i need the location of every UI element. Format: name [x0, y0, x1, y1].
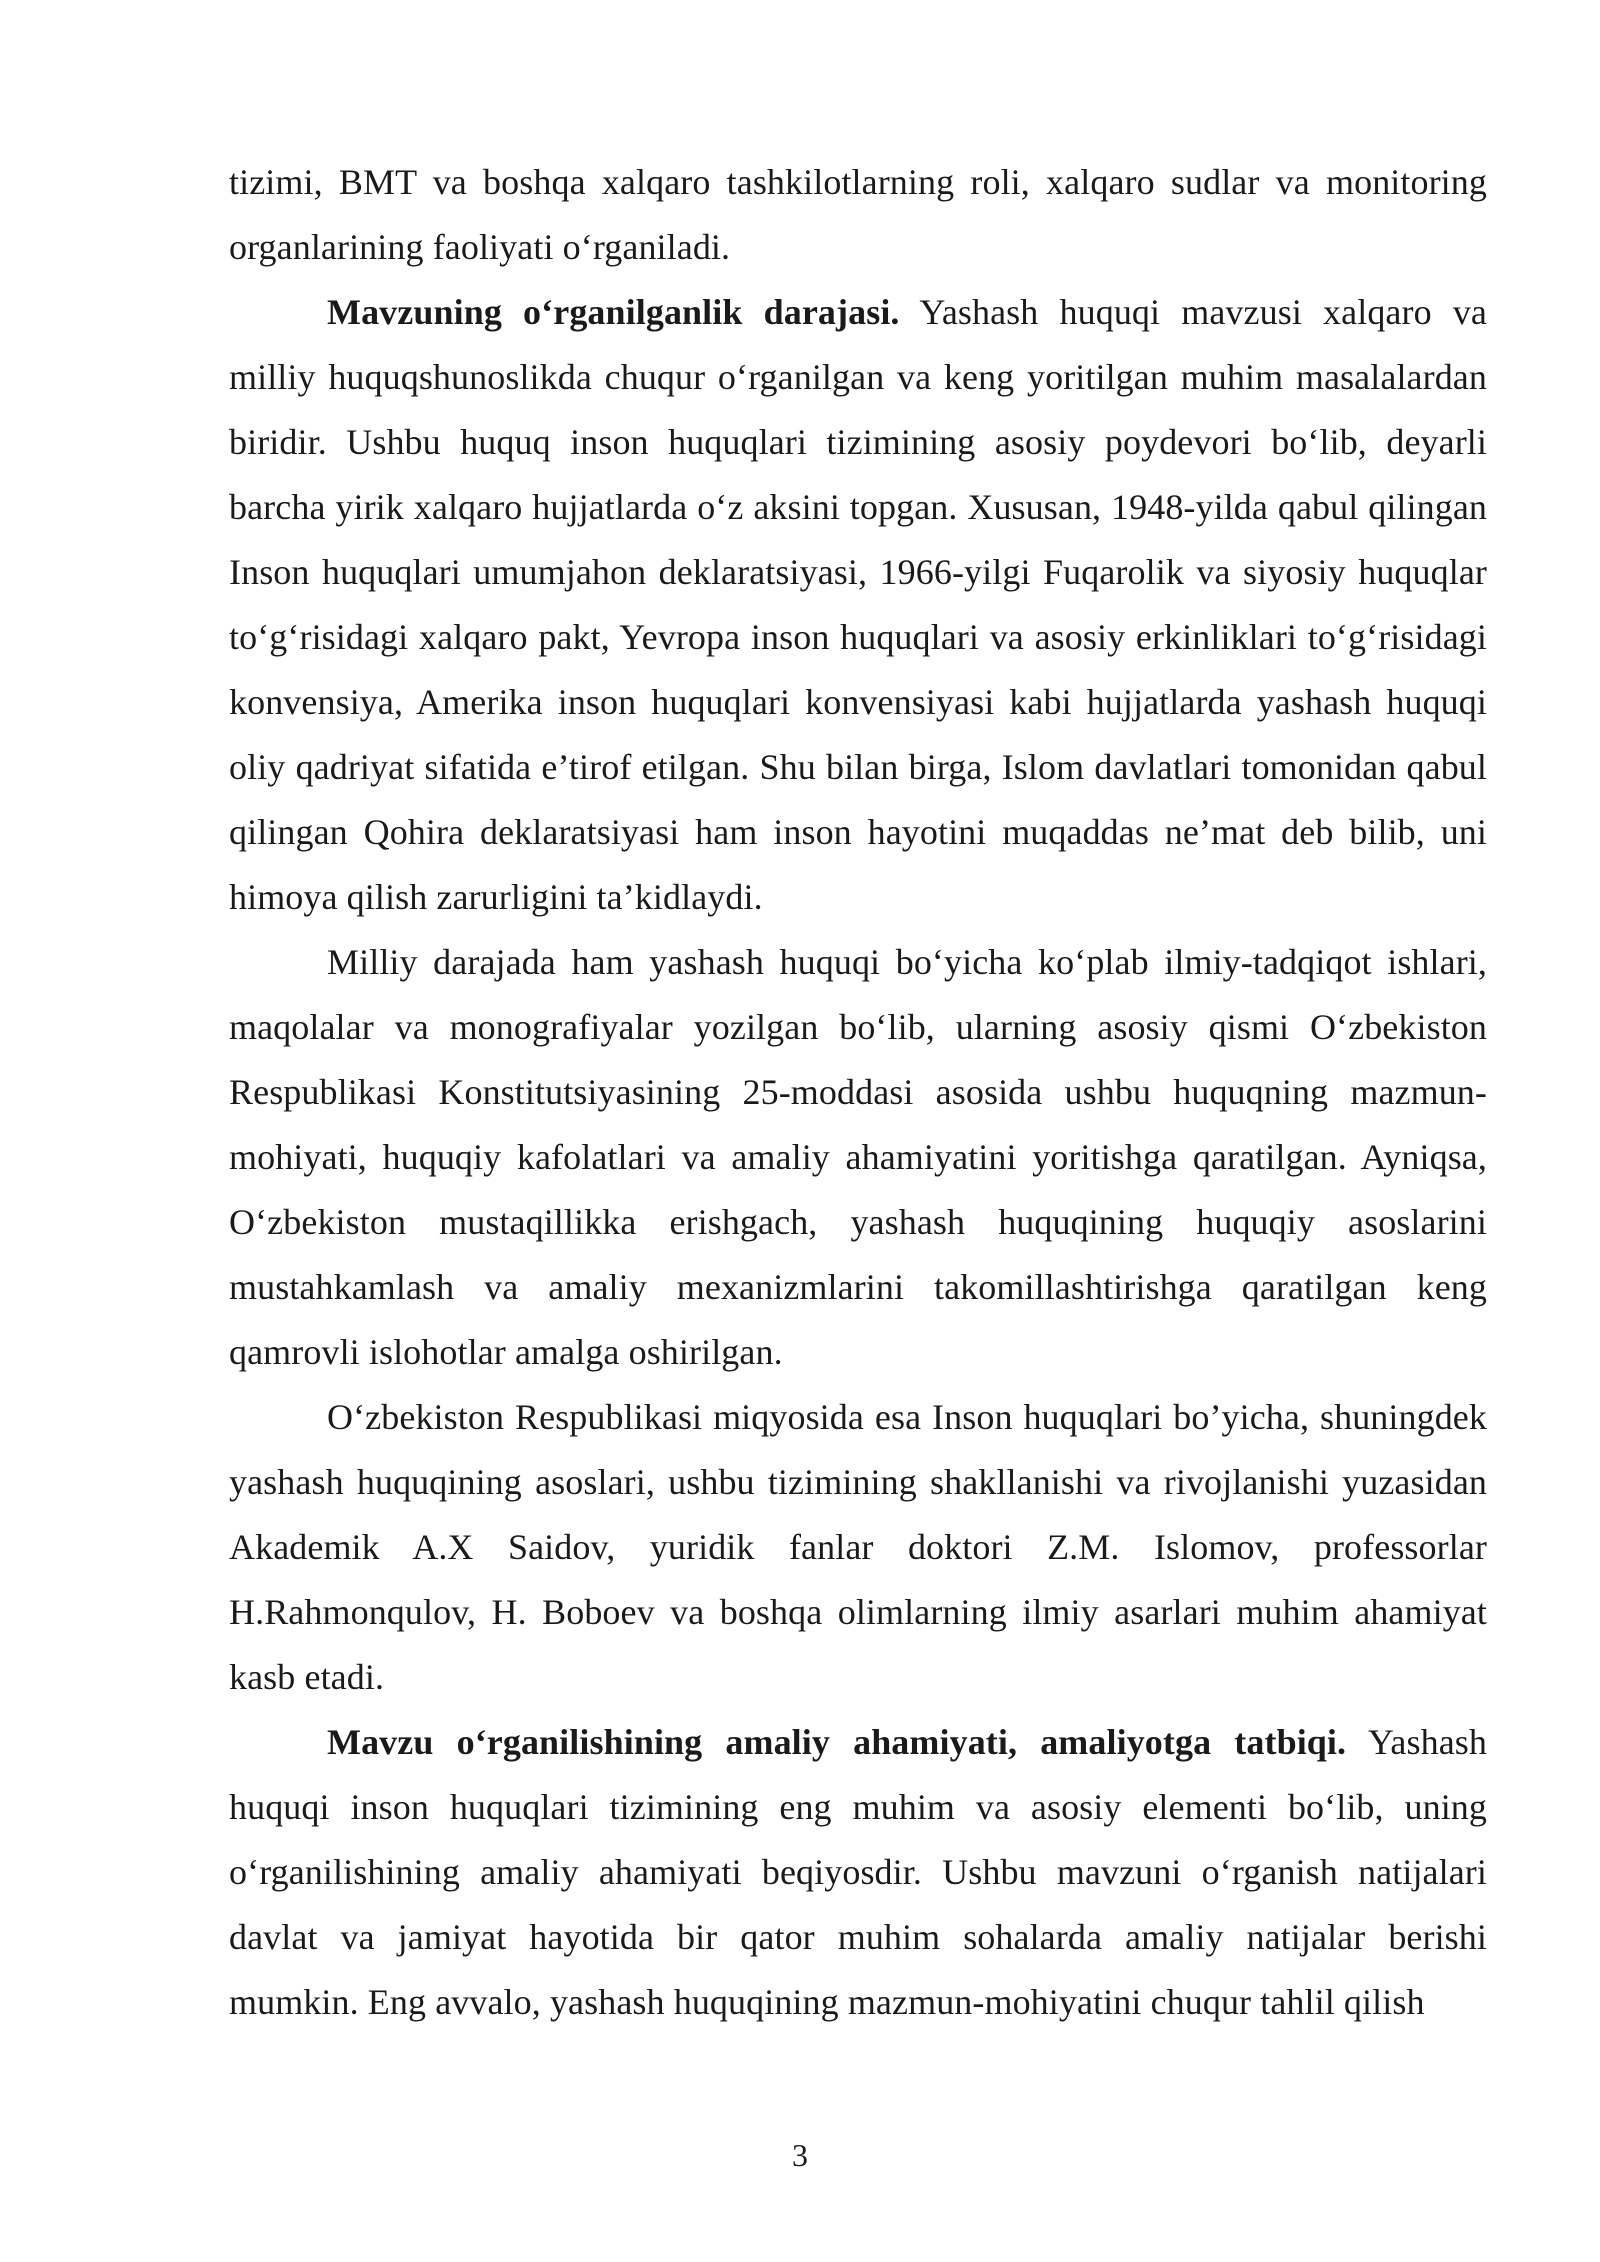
paragraph-continuation [229, 150, 1487, 280]
paragraph-text: Milliy darajada ham yashash huquqi bo‘yicha ko‘plab ilmiy-tadqiqot ishlari, maqolalar va monografiyalar yozilgan bo‘lib, ularning asosiy qismi O‘zbekiston Respublikasi Konstitutsiyasining 25-moddasi asosida ushbu huquqning mazmun-mohiyati, huquqiy kafolatlari va amaliy ahamiyatini yoritishga qaratilgan. Ayniqsa, O‘zbekiston mustaqillikka erishgach, yashash huquqining huquqiy asoslarini mustahkamlash va amaliy mexanizmlarini takomillashtirishga qaratilgan keng qamrovli islohotlar amalga oshirilgan. [229, 942, 1487, 1372]
paragraph-text: O‘zbekiston Respublikasi miqyosida esa Inson huquqlari bo’yicha, shuningdek yashash huquqining asoslari, ushbu tizimining shakllanishi va rivojlanishi yuzasidan Akademik A.X Saidov, yuridik fanlar doktori Z.M. Islomov, professorlar H.Rahmonqulov, H. Boboev va boshqa olimlarning ilmiy asarlari muhim ahamiyat kasb etadi. [229, 1397, 1487, 1697]
document-body [229, 150, 1487, 2035]
section-heading: Mavzu o‘rganilishining amaliy ahamiyati, amaliyotga tatbiqi. [327, 1722, 1347, 1762]
paragraph-text: tizimi, BMT va boshqa xalqaro tashkilotlarning roli, xalqaro sudlar va monitoring organlarining faoliyati o‘rganiladi. [229, 162, 1487, 267]
page-number: 3 [792, 2137, 808, 2173]
paragraph-practical-significance [229, 1710, 1487, 2035]
section-heading: Mavzuning o‘rganilganlik darajasi. [327, 292, 900, 332]
paragraph-uzbekistan-scholars [229, 1385, 1487, 1710]
paragraph-text: Yashash huquqi inson huquqlari tizimining eng muhim va asosiy elementi bo‘lib, uning o‘rganilishining amaliy ahamiyati beqiyosdir. Ushbu mavzuni o‘rganish natijalari davlat va jamiyat hayotida bir qator muhim sohalarda amaliy natijalar berishi mumkin. Eng avvalo, yashash huquqining mazmun-mohiyatini chuqur tahlil qilish [229, 1722, 1487, 2022]
paragraph-national-level [229, 930, 1487, 1385]
paragraph-text: Yashash huquqi mavzusi xalqaro va milliy huquqshunoslikda chuqur o‘rganilgan va keng yoritilgan muhim masalalardan biridir. Ushbu huquq inson huquqlari tizimining asosiy poydevori bo‘lib, deyarli barcha yirik xalqaro hujjatlarda o‘z aksini topgan. Xususan, 1948-yilda qabul qilingan Inson huquqlari umumjahon deklaratsiyasi, 1966-yilgi Fuqarolik va siyosiy huquqlar to‘g‘risidagi xalqaro pakt, Yevropa inson huquqlari va asosiy erkinliklari to‘g‘risidagi konvensiya, Amerika inson huquqlari konvensiyasi kabi hujjatlarda yashash huquqi oliy qadriyat sifatida e’tirof etilgan. Shu bilan birga, Islom davlatlari tomonidan qabul qilingan Qohira deklaratsiyasi ham inson hayotini muqaddas ne’mat deb bilib, uni himoya qilish zarurligini ta’kidlaydi. [229, 292, 1487, 917]
paragraph-research-degree [229, 280, 1487, 930]
